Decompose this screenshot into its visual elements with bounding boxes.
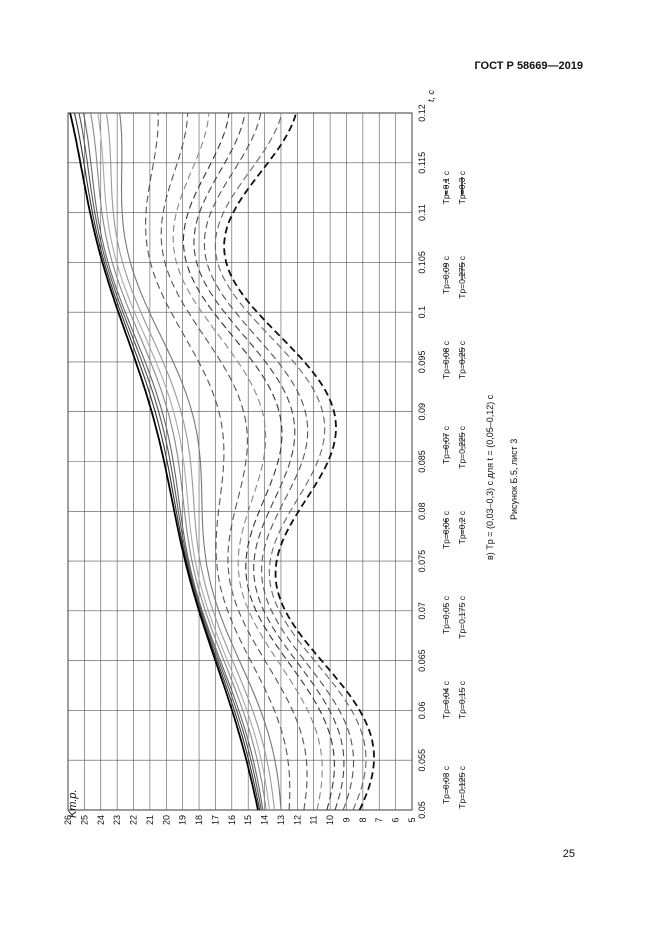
legend-label-0: Tр=0,03 с bbox=[441, 766, 451, 805]
legend-label-2: Tр=0,05 с bbox=[441, 596, 451, 635]
y-axis-title: Kт.р. bbox=[67, 789, 79, 818]
y-tick-label: 22 bbox=[128, 814, 139, 826]
x-tick-label: 0.06 bbox=[417, 701, 427, 720]
y-tick-label: 26 bbox=[63, 814, 73, 826]
legend-label-6: Tр=0,09 с bbox=[441, 256, 451, 295]
y-tick-label: 9 bbox=[341, 817, 352, 823]
x-tick-label: 0.09 bbox=[417, 402, 427, 421]
y-tick-label: 5 bbox=[407, 817, 417, 823]
x-tick-label: 0.08 bbox=[417, 502, 427, 521]
y-tick-label: 25 bbox=[79, 814, 90, 826]
y-tick-label: 19 bbox=[177, 814, 188, 826]
y-tick-label: 14 bbox=[259, 814, 270, 826]
y-tick-label: 11 bbox=[308, 815, 319, 825]
x-tick-label: 0.05 bbox=[417, 801, 427, 819]
x-tick-label: 0.055 bbox=[417, 748, 427, 772]
figure-caption: в) Tр = (0,03–0,3) с для t = (0,05–0,12) с bbox=[485, 394, 495, 560]
y-tick-label: 12 bbox=[292, 814, 303, 826]
x-axis-title: t, с bbox=[426, 89, 436, 102]
x-tick-label: 0.095 bbox=[417, 350, 427, 374]
y-tick-label: 13 bbox=[275, 814, 286, 826]
y-tick-label: 7 bbox=[374, 817, 385, 823]
y-tick-label: 18 bbox=[194, 814, 205, 826]
document-header: ГОСТ Р 58669—2019 bbox=[474, 60, 583, 72]
x-tick-label: 0.11 bbox=[417, 204, 427, 222]
y-tick-label: 21 bbox=[144, 814, 155, 826]
legend-label-3: Tр=0,06 с bbox=[441, 511, 451, 550]
y-tick-label: 24 bbox=[95, 814, 106, 826]
x-tick-label: 0.085 bbox=[417, 450, 427, 473]
y-tick-label: 20 bbox=[161, 814, 172, 826]
legend-label-11: Tр=0,2 с bbox=[457, 511, 467, 545]
y-tick-label: 16 bbox=[226, 814, 237, 826]
legend-label-9: Tр=0,15 с bbox=[457, 681, 467, 720]
legend-label-7: Tр=0,1 с bbox=[441, 171, 451, 205]
legend-label-14: Tр=0,275 с bbox=[457, 256, 467, 299]
x-tick-label: 0.115 bbox=[417, 151, 427, 174]
figure-title: Рисунок Б.5, лист 3 bbox=[509, 438, 519, 520]
y-tick-label: 23 bbox=[112, 814, 123, 826]
legend-label-5: Tр=0,08 с bbox=[441, 341, 451, 380]
legend-label-15: Tр=0,3 с bbox=[457, 171, 467, 205]
legend-label-12: Tр=0,225 с bbox=[457, 426, 467, 469]
page-number: 25 bbox=[562, 848, 575, 860]
legend-label-1: Tр=0,04 с bbox=[441, 681, 451, 720]
x-tick-label: 0.065 bbox=[417, 649, 427, 672]
legend-label-10: Tр=0,175 с bbox=[457, 596, 467, 639]
x-tick-label: 0.07 bbox=[417, 602, 427, 620]
x-tick-label: 0.105 bbox=[417, 251, 427, 274]
legend-label-4: Tр=0,07 с bbox=[441, 426, 451, 465]
y-tick-label: 10 bbox=[325, 814, 336, 826]
y-tick-label: 17 bbox=[210, 814, 221, 826]
y-tick-label: 8 bbox=[357, 817, 368, 823]
legend-label-8: Tр=0,125 с bbox=[457, 766, 467, 809]
legend-label-13: Tр=0,25 с bbox=[457, 341, 467, 380]
x-tick-label: 0.1 bbox=[417, 305, 427, 319]
x-tick-label: 0.075 bbox=[417, 549, 427, 573]
x-tick-label: 0.12 bbox=[417, 104, 427, 122]
y-tick-label: 6 bbox=[390, 817, 401, 823]
y-tick-label: 15 bbox=[243, 814, 254, 826]
